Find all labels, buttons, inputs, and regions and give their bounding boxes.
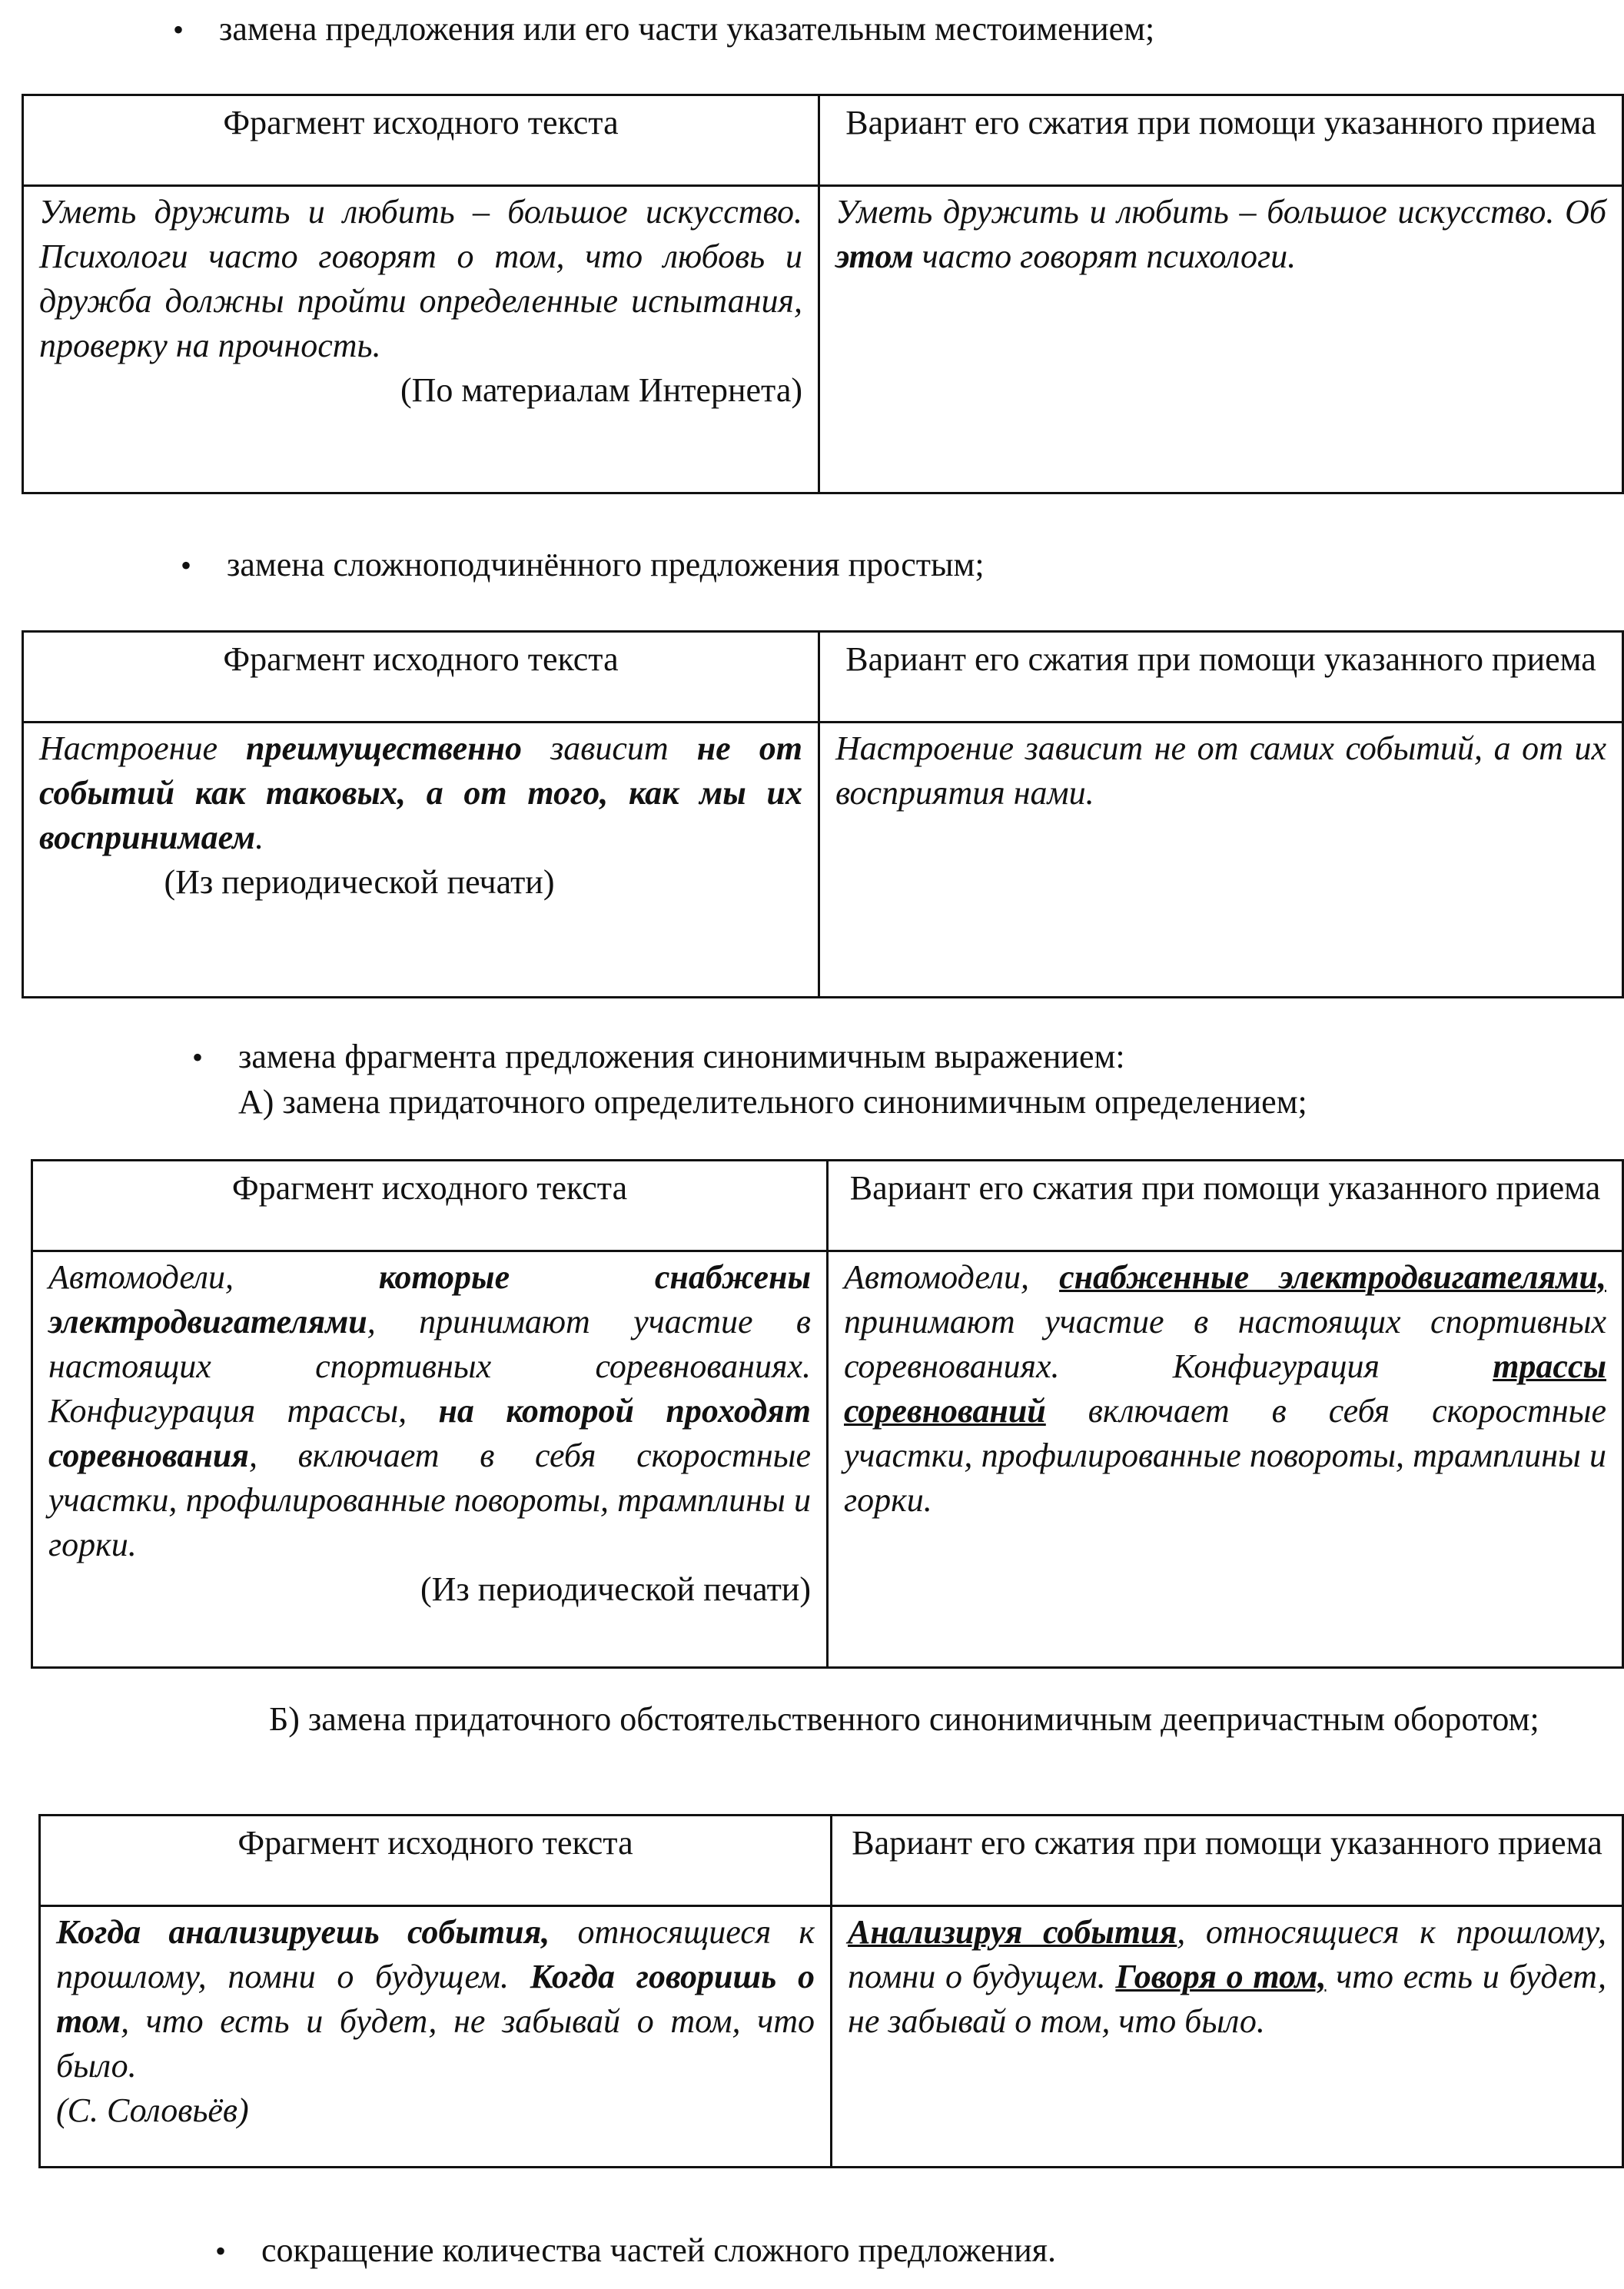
bullet-text: замена сложноподчинённого предложения простым; — [227, 546, 985, 583]
source-reference: (По материалам Интернета) — [400, 371, 802, 409]
header-compressed: Вариант его сжатия при помощи указанного приема — [828, 1161, 1623, 1251]
bullet-text: сокращение количества частей сложного предложения. — [261, 2231, 1056, 2269]
table-body-row — [23, 186, 1623, 493]
source-cell — [23, 186, 819, 493]
text-segment: которые снабжены электродвигателями — [48, 1258, 811, 1341]
text-segment: этом — [835, 238, 914, 275]
header-source: Фрагмент исходного текста — [40, 1816, 832, 1906]
text-segment: трассы соревнований — [844, 1347, 1606, 1430]
text-segment: Автомодели, — [48, 1258, 379, 1296]
bullet-item-synonym — [192, 1034, 1125, 1081]
source-text — [48, 1255, 811, 1567]
bullet-dot: • — [192, 1040, 204, 1075]
source-reference: (Из периодической печати) — [164, 863, 555, 901]
text-segment: Настроение — [39, 729, 247, 767]
example-table-pronoun — [22, 94, 1624, 494]
bullet-item-pronoun — [173, 6, 1154, 53]
text-segment: Когда анализируешь события, — [56, 1913, 550, 1951]
table-body-row — [32, 1251, 1623, 1668]
compressed-cell — [819, 186, 1623, 493]
text-segment: включает в себя скоростные участки, профилированные повороты, трамплины и горки. — [844, 1392, 1606, 1519]
table-header-row — [32, 1161, 1623, 1251]
text-segment: зависит — [522, 729, 697, 767]
text-segment: Автомодели, — [844, 1258, 1060, 1296]
compressed-text — [844, 1255, 1606, 1523]
text-segment: Анализируя события — [848, 1913, 1177, 1951]
source-text — [39, 190, 802, 368]
table-header-row — [40, 1816, 1623, 1906]
text-segment: , принимают участие в настоящих спортивных соревнованиях. Конфигурация трассы, — [48, 1303, 811, 1430]
table-header-row — [23, 95, 1623, 186]
source-cell — [32, 1251, 828, 1668]
text-segment: , включает в себя скоростные участки, профилированные повороты, трамплины и горки. — [48, 1437, 811, 1563]
text-segment: принимают участие в настоящих спортивных соревнованиях. Конфигурация — [844, 1303, 1606, 1385]
compressed-cell — [819, 723, 1623, 998]
source-cell — [40, 1906, 832, 2168]
text-segment: Уметь дружить и любить – большое искусство. Психологи часто говорят о том, что любовь и дружба должны пройти определенные испытания, проверку на прочность. — [39, 193, 802, 364]
source-text — [39, 726, 802, 860]
source-cell — [23, 723, 819, 998]
text-segment: на которой проходят соревнования — [48, 1392, 811, 1474]
header-source: Фрагмент исходного текста — [32, 1161, 828, 1251]
example-table-attributive — [31, 1159, 1624, 1669]
header-source: Фрагмент исходного текста — [23, 95, 819, 186]
header-compressed: Вариант его сжатия при помощи указанного приема — [819, 632, 1623, 723]
text-segment: , относящиеся к прошлому, помни о будущем. — [848, 1913, 1606, 1995]
text-segment: Уметь дружить и любить – большое искусство. Об — [835, 193, 1606, 231]
text-segment: , что есть и будет, не забывай о том, что было. — [56, 2002, 815, 2085]
header-compressed: Вариант его сжатия при помощи указанного приема — [819, 95, 1623, 186]
compressed-cell — [828, 1251, 1623, 1668]
source-reference: (С. Соловьёв) — [56, 2091, 249, 2129]
compressed-cell — [832, 1906, 1623, 2168]
bullet-item-simple-sentence — [181, 542, 985, 589]
table-header-row — [23, 632, 1623, 723]
bullet-text: замена фрагмента предложения синонимичным выражением: — [238, 1038, 1125, 1075]
text-segment: часто говорят психологи. — [913, 238, 1297, 275]
bullet-dot: • — [181, 548, 192, 583]
example-table-simple-sentence — [22, 630, 1624, 998]
text-segment: что есть и будет, не забывай о том, что было. — [848, 1958, 1607, 2040]
sub-item-a: А) замена придаточного определительного синонимичным определением; — [238, 1083, 1307, 1121]
text-segment: . — [255, 819, 264, 856]
text-segment: Настроение зависит не от самих событий, а от их восприятия нами. — [835, 729, 1606, 812]
compressed-text — [848, 1910, 1606, 2044]
bullet-text: замена предложения или его части указательным местоимением; — [219, 10, 1155, 48]
header-compressed: Вариант его сжатия при помощи указанного приема — [832, 1816, 1623, 1906]
text-segment: Когда говоришь о том — [56, 1958, 815, 2040]
text-segment: относящиеся к прошлому, помни о будущем. — [56, 1913, 815, 1995]
text-segment: Говоря о том, — [1115, 1958, 1327, 1995]
text-segment: снабженные электродвигателями, — [1059, 1258, 1606, 1296]
bullet-dot: • — [173, 12, 184, 47]
text-segment: преимущественно — [246, 729, 523, 767]
table-body-row — [23, 723, 1623, 998]
text-segment: не от событий как таковых, а от того, как мы их воспринимаем — [39, 729, 802, 856]
header-source: Фрагмент исходного текста — [23, 632, 819, 723]
bullet-dot: • — [215, 2234, 227, 2268]
compressed-text — [835, 726, 1606, 816]
source-text — [56, 1910, 815, 2088]
sub-item-b: Б) замена придаточного обстоятельственного синонимичным деепричастным оборотом; — [269, 1700, 1539, 1738]
compressed-text — [835, 190, 1606, 279]
table-body-row — [40, 1906, 1623, 2168]
example-table-participle — [38, 1814, 1624, 2168]
bullet-item-reduce-parts — [215, 2228, 1056, 2274]
source-reference: (Из периодической печати) — [420, 1570, 811, 1608]
